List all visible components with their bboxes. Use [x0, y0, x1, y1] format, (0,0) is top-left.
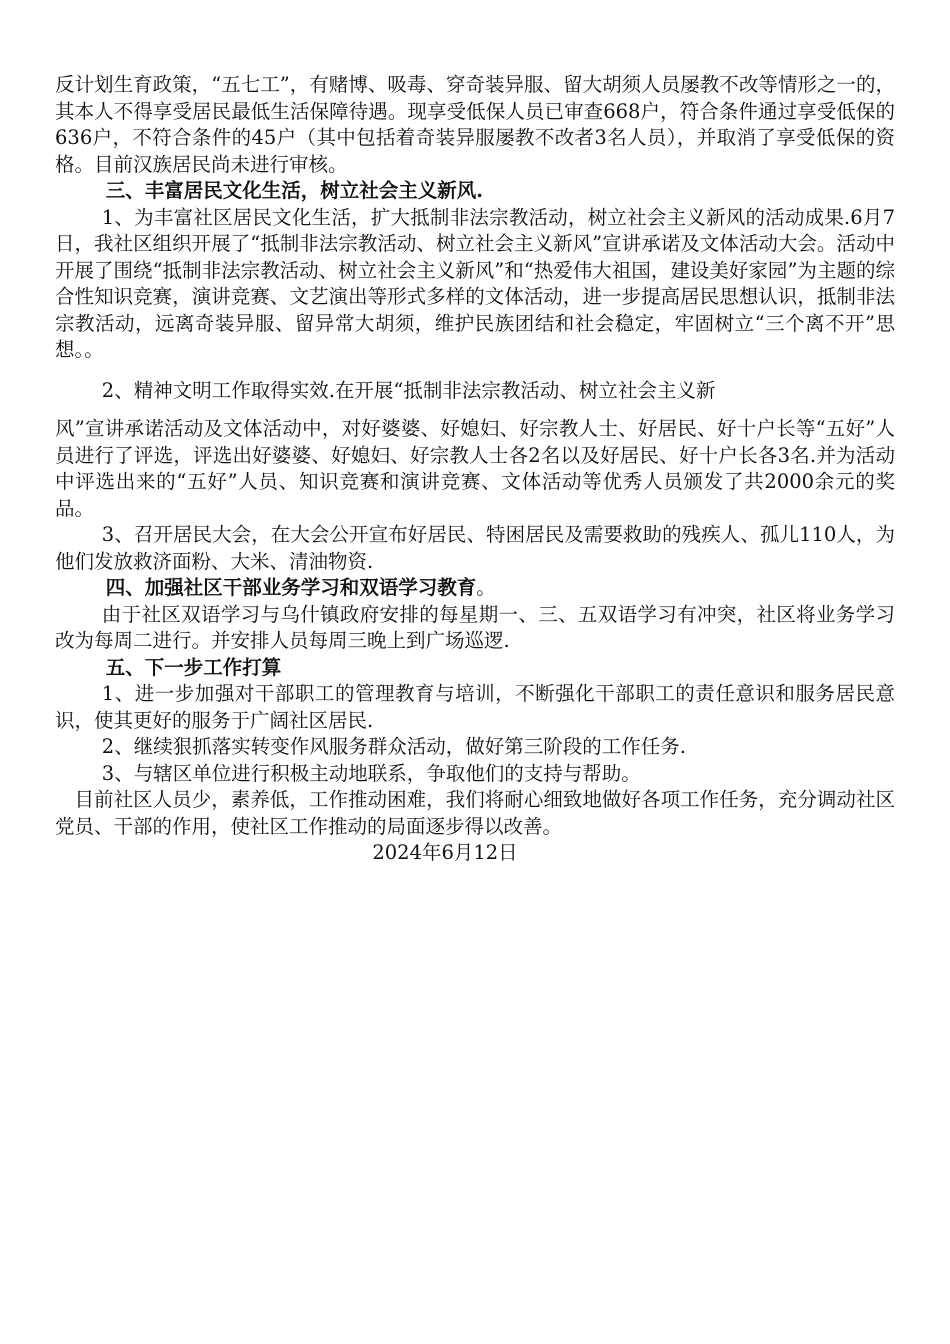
document-page — [55, 72, 895, 867]
section-5-paragraph-3: 3、与辖区单位进行积极主动地联系，争取他们的支持与帮助。 — [101, 761, 641, 785]
intro-paragraph: 反计划生育政策，“五七工”，有赌博、吸毒、穿奇装异服、留大胡须人员屡教不改等情形之一的，其本人不得享受居民最低生活保障待遇。现享受低保人员已审查668户，符合条件通过享受低保的636户，不符合条件的45户（其中包括着奇装异服屡教不改者3名人员），并取消了享受低保的资格。目前汉族居民尚未进行审核。 — [55, 73, 895, 176]
document-date: 2024年6月12日 — [372, 841, 518, 864]
section-5-heading: 五、下一步工作打算 — [105, 655, 282, 679]
section-3-heading: 三、丰富居民文化生活，树立社会主义新风. — [105, 179, 483, 202]
section-5-paragraph-1: 1、进一步加强对干部职工的管理教育与培训，不断强化干部职工的责任意识和服务居民意识，使其更好的服务于广阔社区居民. — [55, 682, 895, 732]
section-5-paragraph-2: 2、继续狠抓落实转变作风服务群众活动，做好第三阶段的工作任务. — [101, 735, 686, 758]
section-3-paragraph-2-first-line: 2、精神文明工作取得实效.在开展“抵制非法宗教活动、树立社会主义新 — [101, 378, 716, 402]
section-4-heading — [55, 575, 895, 602]
section-3-paragraph-1: 1、为丰富社区居民文化生活，扩大抵制非法宗教活动，树立社会主义新风的活动成果.6月7日，我社区组织开展了“抵制非法宗教活动、树立社会主义新风”宣讲承诺及文体活动大会。活动中开展了围绕“抵制非法宗教活动、树立社会主义新风”和“热爱伟大祖国，建设美好家园”为主题的综合性知识竞赛，演讲竞赛、文艺演出等形式多样的文体活动，进一步提高居民思想认识，抵制非法宗教活动，远离奇装异服、留异常大胡须，维护民族团结和社会稳定，牢固树立“三个离不开”思想。。 — [55, 205, 895, 361]
section-4-heading-text: 四、加强社区干部业务学习和双语学习教育 — [105, 576, 477, 599]
section-3-paragraph-2-continued: 风”宣讲承诺活动及文体活动中，对好婆婆、好媳妇、好宗教人士、好居民、好十户长等“五好”人员进行了评选，评选出好婆婆、好媳妇、好宗教人士各2名以及好居民、好十户长各3名.并为活动中评选出来的“五好”人员、知识竞赛和演讲竞赛、文体活动等优秀人员颁发了共2000余元的奖品。 — [55, 417, 895, 520]
section-4-heading-tail: 。 — [476, 576, 496, 599]
section-3-paragraph-3: 3、召开居民大会，在大会公开宣布好居民、特困居民及需要救助的残疾人、孤儿110人，为他们发放救济面粉、大米、清油物资. — [55, 523, 895, 573]
closing-paragraph: 目前社区人员少，素养低，工作推动困难，我们将耐心细致地做好各项工作任务，充分调动社区党员、干部的作用，使社区工作推动的局面逐步得以改善。 — [55, 788, 895, 838]
section-4-paragraph-1: 由于社区双语学习与乌什镇政府安排的每星期一、三、五双语学习有冲突，社区将业务学习改为每周二进行。并安排人员每周三晚上到广场巡逻. — [55, 602, 895, 652]
